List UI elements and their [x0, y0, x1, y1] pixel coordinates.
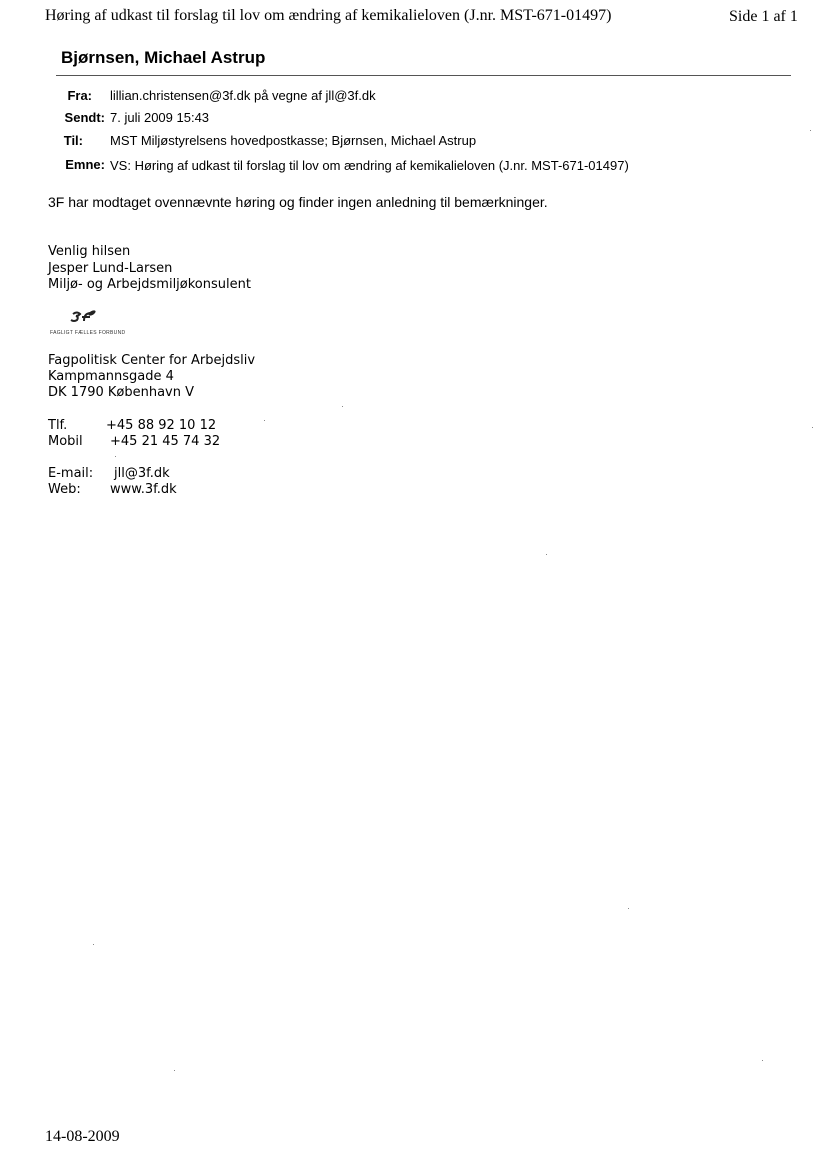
- 3f-logo: [50, 308, 145, 338]
- email-label: E-mail:: [48, 466, 94, 481]
- header-divider: [56, 75, 791, 76]
- to-value: MST Miljøstyrelsens hovedpostkasse; Bjørnsen, Michael Astrup: [110, 133, 477, 148]
- scan-speck: [546, 554, 547, 555]
- scan-speck: [115, 456, 116, 457]
- scan-speck: [810, 130, 811, 131]
- web-label: Web:: [48, 482, 81, 497]
- address-block: [48, 353, 255, 401]
- subject-label: Emne:: [65, 157, 105, 172]
- scan-speck: [762, 1060, 763, 1061]
- logo-caption: FAGLIGT FÆLLES FORBUND: [50, 330, 126, 336]
- from-value: lillian.christensen@3f.dk på vegne af jll@3f.dk: [110, 88, 376, 103]
- sent-label: Sendt:: [64, 110, 105, 125]
- page-indicator: Side 1 af 1: [729, 8, 798, 25]
- scan-speck: [174, 1070, 175, 1071]
- scan-speck: [93, 944, 94, 945]
- document-title: Høring af udkast til forslag til lov om ændring af kemikalieloven (J.nr. MST-671-01497): [45, 7, 612, 24]
- scan-speck: [628, 908, 629, 909]
- scan-speck: [812, 427, 813, 428]
- city: DK 1790 København V: [48, 385, 195, 400]
- email-value: jll@3f.dk: [114, 466, 170, 481]
- print-date: 14-08-2009: [45, 1128, 120, 1145]
- scan-speck: [264, 420, 265, 421]
- 3f-logo-mark: [71, 309, 96, 321]
- greeting: Venlig hilsen: [48, 244, 131, 259]
- mobile-label: Mobil: [48, 434, 83, 449]
- to-label: Til:: [63, 133, 83, 148]
- signature-closing: [48, 244, 251, 294]
- message-body: 3F har modtaget ovennævnte høring og finder ingen anledning til bemærkninger.: [48, 194, 548, 210]
- sent-value: 7. juli 2009 15:43: [110, 110, 210, 125]
- department: Fagpolitisk Center for Arbejdsliv: [48, 353, 256, 368]
- mailbox-owner-name: Bjørnsen, Michael Astrup: [61, 48, 266, 67]
- from-label: Fra:: [67, 88, 92, 103]
- signer-name: Jesper Lund-Larsen: [48, 260, 173, 276]
- subject-value: VS: Høring af udkast til forslag til lov om ændring af kemikalieloven (J.nr. MST-671-01497): [110, 158, 629, 173]
- phone-label: Tlf.: [48, 418, 68, 433]
- street: Kampmannsgade 4: [48, 369, 174, 384]
- signer-title: Miljø- og Arbejdsmiljøkonsulent: [48, 277, 251, 292]
- phone-value: +45 88 92 10 12: [106, 418, 217, 433]
- web-value: www.3f.dk: [110, 482, 177, 497]
- mobile-value: +45 21 45 74 32: [110, 434, 221, 449]
- scan-speck: [342, 406, 343, 407]
